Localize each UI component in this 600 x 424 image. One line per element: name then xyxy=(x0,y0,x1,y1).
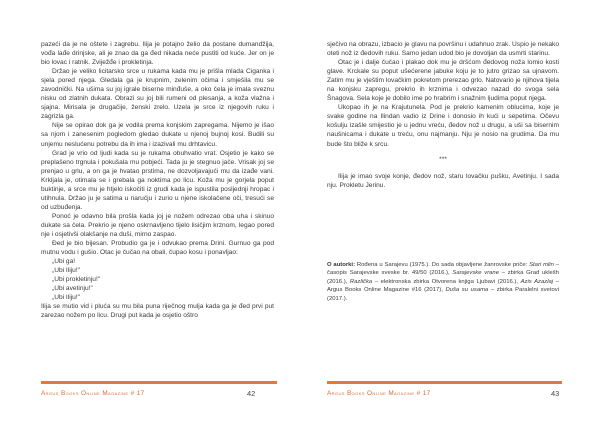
dialogue-line: „Ubi ga! xyxy=(52,258,76,266)
section-break-stars: *** xyxy=(439,155,447,163)
footer-rule xyxy=(41,381,277,384)
work-title: Stari mlin xyxy=(529,262,554,268)
paragraph: pazeći da je ne oštete i zagrebu. Ilija je potajno želio da postane dumandžija, vođa lađe drinjske, ali je znao da ga đed nikada neće pustiti od kuće. Jer on je bio lovac i ratnik. Zviježđe i prokletinja. xyxy=(41,41,274,67)
footer-rule xyxy=(327,381,562,384)
work-details: – zbirka Grad uklešh (2016.), xyxy=(327,270,559,285)
work-details: – Argus Books Online Magazine #16 (2017), xyxy=(327,278,559,294)
footer-magazine-title: Argus Books Online Magazine # 17 xyxy=(41,390,145,397)
paragraph: Đed je bio bijesan. Probudio ga je i odvukao prema Drini. Gurnuo ga pod mutnu vodu i gušio. Otac je čučao na obali, čupao kosu i ponavljao: xyxy=(41,240,274,257)
dialogue-line: „Ubi Iliju!" xyxy=(52,294,80,302)
right-page xyxy=(300,0,600,424)
footer-magazine-title: Argus Books Online Magazine # 17 xyxy=(327,390,431,397)
paragraph: Držao je veliko licitarsko srce u rukama kada mu je prišla mlada Ciganka i sjela pored njega. Gledala ga je krupnim, zelenim očima i smješila mu se zavodnički. Na ušima su joj igrale biserne minđuše, a oko čela je imala sveznu nisku od zlatnih dukata. Obrazi su joj bili rumeni od plesanja, a koža vlažna i sjajna. Mirisala je drugačije, ženski zrelo. Uzela je srce iz njegovih ruku i zagrizla ga. xyxy=(41,68,274,121)
dialogue-line: „Ubi prokletinju!" xyxy=(52,276,101,284)
dialogue-line: „Ubi Iliju!" xyxy=(52,267,80,275)
work-title: Različka xyxy=(349,278,373,285)
paragraph: Ilija se mutio vid i pluća su mu bila puna riječnog mulja kada ga je đed prvi put zarezao nožem po licu. Drugi put kada je osjetio oštro xyxy=(41,303,274,320)
paragraph: Ukopao ih je na Krajutunela. Pod je prekrio kamenim oblucima, koje je svake godine na Ilindan vadio iz Drine i donosio ih kući u sepetima. Očevu košulju izašle smijestio je u jednu vreću, đedov nož u drugu, a uši sa bisernim naušnicama i dukate u treću, onu najmanju. Nju je nosio na grudima. Da mu bude što bliže k srcu. xyxy=(327,104,559,148)
paragraph: Nije se opirao dok ga je vodila prema konjskim zapregama. Nijemo je išao sa njom i zanesenim pogledom gledao dukate u njenoj bujnoj kosi. Budili su unjemu neslućenu potrebu da ih ima i izazivali mu drhtavicu. xyxy=(41,122,274,148)
page-number: 43 xyxy=(551,389,560,398)
work-title: Duša su usama xyxy=(445,287,489,294)
work-details: – elektronska zbirka Otvorena knjiga Ljubavi (2016.), xyxy=(372,278,519,285)
work-title: Sarajevske vrane xyxy=(452,270,499,277)
author-note-intro: Rođena u Sarajevu (1975.). Do sada objavljene žanrovske priče: xyxy=(355,262,528,268)
work-details: – zbirka Paralelni svetovi (2017.). xyxy=(327,287,559,302)
page-number: 42 xyxy=(247,389,256,398)
paragraph: Grad je vrio od ljudi kada su je rukama obuhvatio vrat. Osjetio je kako se preplašeno trgnula i pokušala mu pobjeći. Tada ju je stegnuo jače. Vrisak joj se prenjao u grlu, a on ga je hvatao prstima, ne dozvoljavajući mu da izađe vani. Krkljala je, otimala se i grebala ga noktima po licu. Koža mu je gorjela poput buktinje, a srce mu je htjelo iskočiti iz grudi kada je ispustila posljednji hropac i utihnula. Držao ju je satima u naručju i zurio u njene iskolačene oči, tresući se od uzbuđenja. xyxy=(41,149,274,211)
paragraph: Otac je i dalje čučao i plakao dok mu je dršćom đedovog noža lomio kosti glave. Krckale su poput ušećerene jabuke koju je to jutro grizao sa ujnavom. Zatim mu je vještim lovačkim pokretom prerezao grlo. Natovario je njihova tijela na konjsku zapregu, prekrio ih krznima i odvezao nazad do svoga sela Šnagova. Sela koje je dobilo ime po hrabrim i snažnim ljudima poput njega. xyxy=(327,59,559,103)
paragraph: Ilija je imao svoje konje, đedov nož, staru lovačku pušku, Avetinju. I sada nju. Prokletu Jerinu. xyxy=(327,172,559,189)
work-details: – časopis Sarajevske sveske br. 49/50 (2016.), xyxy=(327,262,560,277)
work-title: Azis Azazlaj xyxy=(520,278,554,285)
right-page-text-column xyxy=(327,40,559,190)
paragraph: Ponoć je odavno bila prošla kada joj je nožem odrezao oba uha i skinuo dukate sa čela. Prekrio je njeno oskrnavljeno tijelo lisičjim krznom, legao pored nje i osjetivši olakšanje na duši, mirno zaspao. xyxy=(41,212,274,238)
author-note-label: O autorki: xyxy=(327,262,356,268)
left-page-text-column xyxy=(41,40,274,320)
author-note xyxy=(327,261,559,303)
paragraph: sječivo na obrazu, izbacio je glavu na površinu i udahnuo zrak. Uspio je nekako oteti nož iz đedovih ruku. Samo jedan udod bio je dovoljan da usmrti starinu. xyxy=(327,41,559,58)
dialogue-line: „Ubi avetinju!" xyxy=(52,285,93,293)
